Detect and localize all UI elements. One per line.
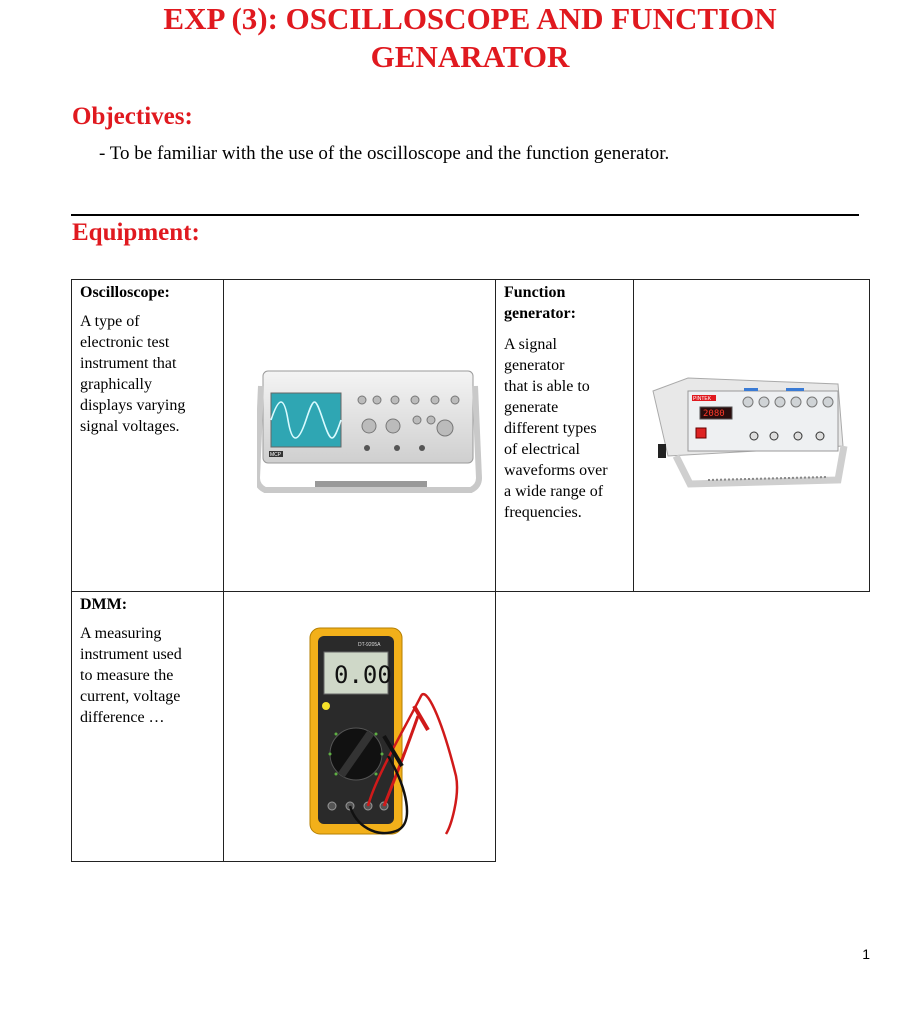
function-generator-desc-line: A signal bbox=[504, 336, 557, 353]
function-generator-image bbox=[648, 376, 848, 496]
dmm-model: DT-9205A bbox=[358, 642, 381, 648]
dmm-desc-cell bbox=[71, 591, 224, 862]
function-generator-desc-line: different types bbox=[504, 420, 597, 437]
title-line-1: EXP (3): OSCILLOSCOPE AND FUNCTION bbox=[163, 1, 777, 36]
function-generator-desc-line: frequencies. bbox=[504, 504, 582, 521]
oscilloscope-desc-line: instrument that bbox=[80, 355, 177, 372]
function-generator-display: 2080 bbox=[703, 409, 725, 419]
function-generator-desc-line: a wide range of bbox=[504, 483, 604, 500]
equipment-heading: Equipment: bbox=[72, 219, 200, 246]
function-generator-desc-line: of electrical bbox=[504, 441, 580, 458]
oscilloscope-brand: MCP bbox=[270, 452, 282, 458]
objectives-heading: Objectives: bbox=[72, 103, 193, 130]
objective-item: - To be familiar with the use of the oscilloscope and the function generator. bbox=[99, 143, 670, 164]
oscilloscope-image bbox=[257, 368, 487, 518]
oscilloscope-desc-cell bbox=[71, 279, 224, 592]
dmm-desc-line: to measure the bbox=[80, 667, 174, 684]
dmm-desc-line: A measuring bbox=[80, 625, 162, 642]
dmm-desc-line: current, voltage bbox=[80, 688, 181, 705]
oscilloscope-name: Oscilloscope: bbox=[80, 284, 170, 301]
function-generator-desc-line: generate bbox=[504, 399, 559, 416]
oscilloscope-desc-line: A type of bbox=[80, 313, 140, 330]
function-generator-name: Function generator: bbox=[504, 284, 576, 322]
oscilloscope-desc-line: displays varying bbox=[80, 397, 186, 414]
oscilloscope-desc-line: electronic test bbox=[80, 334, 170, 351]
oscilloscope-desc-line: graphically bbox=[80, 376, 152, 393]
dmm-name: DMM: bbox=[80, 596, 128, 613]
function-generator-brand: PINTEK bbox=[693, 396, 712, 402]
oscilloscope-desc-line: signal voltages. bbox=[80, 418, 180, 435]
function-generator-desc-cell bbox=[495, 279, 634, 592]
function-generator-image-cell bbox=[633, 279, 870, 592]
section-divider bbox=[71, 214, 859, 216]
page-title bbox=[0, 0, 915, 76]
dmm-display: 0.00 bbox=[334, 661, 392, 689]
dmm-image bbox=[306, 626, 466, 841]
function-generator-desc-line: generator bbox=[504, 357, 565, 374]
function-generator-desc-line: waveforms over bbox=[504, 462, 608, 479]
oscilloscope-image-cell bbox=[223, 279, 496, 592]
page-number: 1 bbox=[862, 946, 870, 962]
dmm-image-cell bbox=[223, 591, 496, 862]
dmm-desc-line: instrument used bbox=[80, 646, 182, 663]
dmm-desc-line: difference … bbox=[80, 709, 165, 726]
title-line-2: GENARATOR bbox=[370, 39, 570, 74]
function-generator-desc-line: that is able to bbox=[504, 378, 590, 395]
